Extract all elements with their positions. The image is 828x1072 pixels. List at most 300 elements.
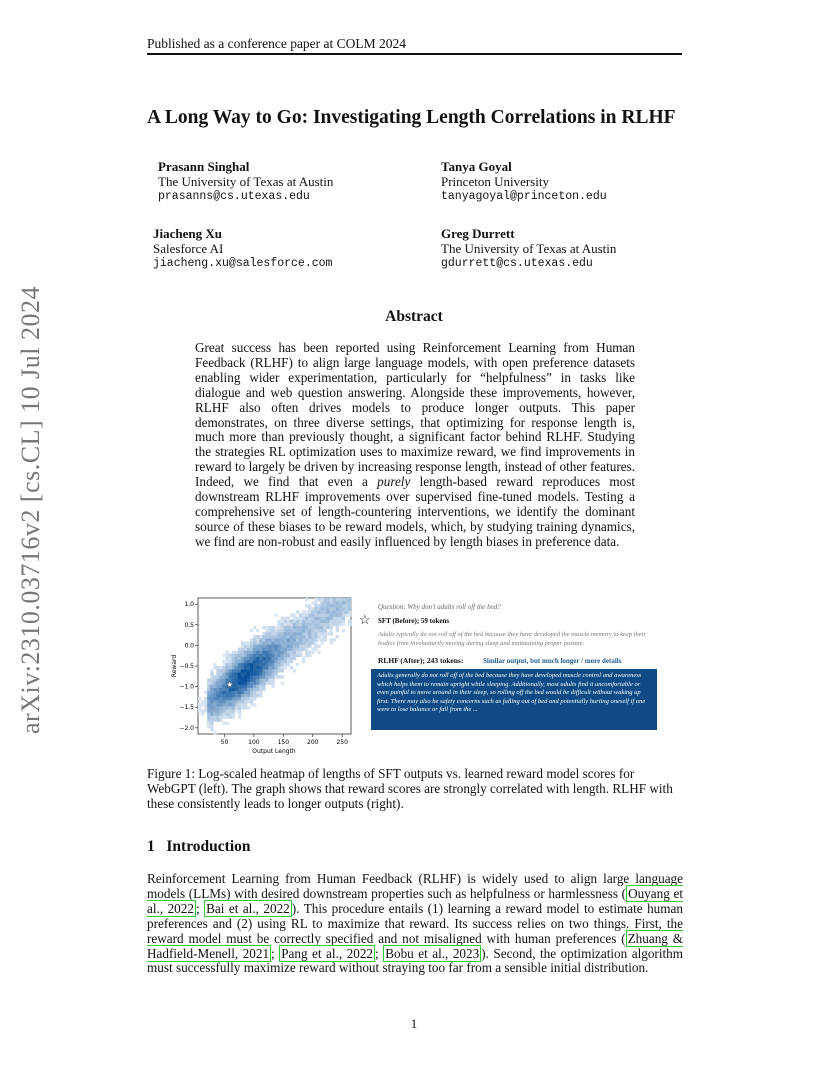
- heatmap-cell: [241, 669, 244, 672]
- heatmap-cell: [287, 638, 290, 641]
- heatmap-cell: [232, 654, 235, 657]
- heatmap-cell: [235, 694, 238, 697]
- heatmap-cell: [232, 709, 235, 712]
- heatmap-cell: [229, 669, 232, 672]
- header-rule: [147, 53, 682, 55]
- heatmap-cell: [216, 697, 219, 700]
- heatmap-cell: [232, 706, 235, 709]
- heatmap-cell: [241, 672, 244, 675]
- heatmap-cell: [250, 688, 253, 691]
- heatmap-cell: [345, 613, 348, 616]
- heatmap-cell: [241, 703, 244, 706]
- heatmap-cell: [299, 623, 302, 626]
- heatmap-cell: [287, 641, 290, 644]
- heatmap-cell: [348, 607, 351, 610]
- heatmap-cell: [284, 651, 287, 654]
- heatmap-cell: [244, 672, 247, 675]
- y-tick-label: 0.0: [184, 642, 194, 650]
- heatmap-cell: [244, 678, 247, 681]
- heatmap-cell: [268, 660, 271, 663]
- heatmap-cell: [281, 657, 284, 660]
- heatmap-cell: [253, 651, 256, 654]
- heatmap-cell: [247, 663, 250, 666]
- heatmap-cell: [216, 685, 219, 688]
- author-name: Tanya Goyal: [441, 159, 512, 174]
- heatmap-cell: [311, 601, 314, 604]
- heatmap-cell: [232, 712, 235, 715]
- similar-note: Similar output, but much longer / more details: [483, 657, 622, 665]
- heatmap-cell: [314, 638, 317, 641]
- heatmap-cell: [281, 654, 284, 657]
- heatmap-cell: [232, 697, 235, 700]
- heatmap-cell: [275, 641, 278, 644]
- heatmap-cell: [219, 669, 222, 672]
- heatmap-cell: [226, 703, 229, 706]
- heatmap-cell: [262, 663, 265, 666]
- heatmap-cell: [253, 644, 256, 647]
- heatmap-cell: [330, 632, 333, 635]
- heatmap-cell: [336, 610, 339, 613]
- heatmap-cell: [213, 694, 216, 697]
- heatmap-cell: [296, 647, 299, 650]
- heatmap-cell: [271, 651, 274, 654]
- heatmap-cell: [284, 620, 287, 623]
- heatmap-cell: [317, 632, 320, 635]
- heatmap-cell: [293, 626, 296, 629]
- heatmap-cell: [253, 657, 256, 660]
- heatmap-cell: [229, 700, 232, 703]
- heatmap-cell: [323, 613, 326, 616]
- heatmap-cell: [268, 632, 271, 635]
- heatmap-cell: [345, 607, 348, 610]
- heatmap-cell: [256, 694, 259, 697]
- heatmap-cell: [302, 617, 305, 620]
- heatmap-cell: [222, 663, 225, 666]
- heatmap-cell: [281, 675, 284, 678]
- heatmap-cell: [241, 644, 244, 647]
- heatmap-cell: [238, 706, 241, 709]
- heatmap-cell: [330, 613, 333, 616]
- heatmap-cell: [247, 660, 250, 663]
- heatmap-cell: [278, 669, 281, 672]
- heatmap-cell: [204, 709, 207, 712]
- heatmap-cell: [229, 691, 232, 694]
- heatmap-cell: [320, 623, 323, 626]
- heatmap-cell: [250, 641, 253, 644]
- author-email[interactable]: gdurrett@cs.utexas.edu: [441, 257, 593, 270]
- heatmap-cell: [213, 666, 216, 669]
- heatmap-cell: [278, 647, 281, 650]
- heatmap-cell: [327, 598, 330, 601]
- heatmap-cell: [244, 688, 247, 691]
- heatmap-cell: [241, 663, 244, 666]
- heatmap-cell: [216, 706, 219, 709]
- heatmap-cell: [213, 675, 216, 678]
- heatmap-cell: [250, 647, 253, 650]
- heatmap-cell: [342, 613, 345, 616]
- heatmap-cell: [207, 694, 210, 697]
- heatmap-cell: [275, 663, 278, 666]
- heatmap-cell: [210, 715, 213, 718]
- heatmap-cell: [284, 663, 287, 666]
- heatmap-cell: [290, 626, 293, 629]
- heatmap-cell: [314, 601, 317, 604]
- heatmap-cell: [222, 694, 225, 697]
- heatmap-cell: [241, 681, 244, 684]
- heatmap-cell: [216, 709, 219, 712]
- heatmap-cell: [271, 657, 274, 660]
- heatmap-cell: [232, 660, 235, 663]
- heatmap-cell: [268, 657, 271, 660]
- heatmap-cell: [284, 657, 287, 660]
- heatmap-cell: [336, 620, 339, 623]
- heatmap-cell: [204, 691, 207, 694]
- heatmap-cell: [308, 604, 311, 607]
- citation-link[interactable]: Ouyang et al., 2022: [147, 885, 683, 916]
- heatmap-cell: [336, 598, 339, 601]
- heatmap-cell: [278, 623, 281, 626]
- heatmap-cell: [238, 691, 241, 694]
- heatmap-cell: [293, 657, 296, 660]
- heatmap-cell: [333, 604, 336, 607]
- heatmap-cell: [311, 632, 314, 635]
- heatmap-cell: [345, 604, 348, 607]
- heatmap-cell: [268, 654, 271, 657]
- heatmap-cell: [235, 700, 238, 703]
- heatmap-cell: [235, 691, 238, 694]
- heatmap-cell: [265, 666, 268, 669]
- heatmap-cell: [278, 626, 281, 629]
- heatmap-cell: [311, 620, 314, 623]
- heatmap-cell: [271, 669, 274, 672]
- heatmap-cell: [226, 706, 229, 709]
- x-tick-label: 200: [307, 739, 319, 746]
- heatmap-cell: [271, 632, 274, 635]
- heatmap-cell: [323, 601, 326, 604]
- heatmap-cell: [250, 697, 253, 700]
- author-email[interactable]: tanyagoyal@princeton.edu: [441, 190, 607, 203]
- heatmap-cell: [235, 654, 238, 657]
- heatmap-cell: [281, 620, 284, 623]
- heatmap-cell: [287, 654, 290, 657]
- heatmap-cell: [336, 607, 339, 610]
- heatmap-cell: [275, 657, 278, 660]
- heatmap-cell: [330, 626, 333, 629]
- heatmap-cell: [265, 647, 268, 650]
- intro-text: ). Second, the optimization algorithm must successfully maximize reward without straying too far from a sensible initial distribution.: [147, 945, 683, 976]
- heatmap-cell: [296, 610, 299, 613]
- heatmap-cell: [238, 688, 241, 691]
- heatmap-cell: [275, 629, 278, 632]
- heatmap-cell: [256, 629, 259, 632]
- citation-link[interactable]: Pang et al., 2022: [281, 945, 374, 961]
- heatmap-cell: [265, 663, 268, 666]
- heatmap-cell: [198, 697, 201, 700]
- heatmap-cell: [284, 638, 287, 641]
- citation-link[interactable]: Bobu et al., 2023: [385, 945, 480, 961]
- heatmap-cell: [244, 647, 247, 650]
- heatmap-cell: [265, 641, 268, 644]
- intro-text: Reinforcement Learning from Human Feedback (RLHF) is widely used to align large language models (LLMs) with desired downstream properties such as helpfulness or harmlessness (: [147, 871, 683, 901]
- heatmap-cell: [247, 681, 250, 684]
- heatmap-cell: [278, 663, 281, 666]
- heatmap-cell: [278, 660, 281, 663]
- heatmap-cell: [241, 691, 244, 694]
- heatmap-cell: [222, 654, 225, 657]
- heatmap-cell: [305, 629, 308, 632]
- heatmap-cell: [226, 660, 229, 663]
- heatmap-cell: [333, 607, 336, 610]
- heatmap-cell: [342, 607, 345, 610]
- heatmap-cell: [235, 672, 238, 675]
- heatmap-cell: [253, 685, 256, 688]
- heatmap-cell: [320, 641, 323, 644]
- heatmap-cell: [247, 700, 250, 703]
- heatmap-cell: [222, 660, 225, 663]
- heatmap-cell: [247, 694, 250, 697]
- heatmap-cell: [262, 654, 265, 657]
- heatmap-cell: [247, 675, 250, 678]
- heatmap-cell: [339, 601, 342, 604]
- heatmap-cell: [201, 703, 204, 706]
- heatmap-cell: [330, 638, 333, 641]
- heatmap-cell: [268, 626, 271, 629]
- heatmap-cell: [287, 647, 290, 650]
- heatmap-cell: [238, 654, 241, 657]
- heatmap-cell: [293, 651, 296, 654]
- heatmap-cell: [314, 647, 317, 650]
- citation-link[interactable]: Zhuang & Hadfield-Menell, 2021: [147, 930, 684, 961]
- heatmap-cell: [290, 654, 293, 657]
- heatmap-cell: [244, 641, 247, 644]
- heatmap-cell: [241, 641, 244, 644]
- heatmap-cell: [284, 632, 287, 635]
- heatmap-cell: [219, 697, 222, 700]
- heatmap-cell: [293, 620, 296, 623]
- heatmap-cell: [275, 626, 278, 629]
- heatmap-cell: [235, 697, 238, 700]
- heatmap-cell: [339, 598, 342, 601]
- heatmap-cell: [226, 709, 229, 712]
- heatmap-cell: [275, 647, 278, 650]
- heatmap-cell: [302, 626, 305, 629]
- page-number: 1: [410, 1016, 418, 1031]
- heatmap-cell: [336, 623, 339, 626]
- heatmap-cell: [210, 700, 213, 703]
- running-header: Published as a conference paper at COLM 2024: [147, 36, 407, 51]
- heatmap-cell: [339, 610, 342, 613]
- author-name: Greg Durrett: [441, 226, 515, 241]
- heatmap-cell: [207, 706, 210, 709]
- heatmap-cell: [265, 675, 268, 678]
- heatmap-cell: [238, 647, 241, 650]
- heatmap-cell: [250, 694, 253, 697]
- heatmap-cell: [241, 660, 244, 663]
- heatmap-cell: [262, 672, 265, 675]
- heatmap-cell: [250, 703, 253, 706]
- heatmap-cell: [348, 620, 351, 623]
- heatmap-cell: [210, 678, 213, 681]
- heatmap-cell: [262, 666, 265, 669]
- heatmap-cell: [278, 654, 281, 657]
- heatmap-cell: [320, 638, 323, 641]
- heatmap-cell: [219, 719, 222, 722]
- heatmap-cell: [327, 632, 330, 635]
- heatmap-cell: [305, 613, 308, 616]
- heatmap-cell: [268, 651, 271, 654]
- heatmap-cell: [229, 709, 232, 712]
- heatmap-cell: [250, 654, 253, 657]
- author-affiliation: The University of Texas at Austin: [158, 174, 334, 189]
- heatmap-cell: [262, 632, 265, 635]
- heatmap-cell: [256, 641, 259, 644]
- x-tick-label: 250: [336, 739, 348, 746]
- heatmap-cell: [290, 647, 293, 650]
- author-email[interactable]: prasanns@cs.utexas.edu: [158, 190, 310, 203]
- heatmap-cell: [238, 678, 241, 681]
- heatmap-cell: [210, 694, 213, 697]
- heatmap-cell: [348, 613, 351, 616]
- heatmap-cell: [219, 691, 222, 694]
- heatmap-cell: [207, 719, 210, 722]
- heatmap-cell: [290, 629, 293, 632]
- heatmap-cell: [290, 632, 293, 635]
- heatmap-cell: [299, 654, 302, 657]
- heatmap-cell: [241, 678, 244, 681]
- heatmap-cell: [265, 632, 268, 635]
- heatmap-cell: [293, 632, 296, 635]
- heatmap-cell: [278, 675, 281, 678]
- heatmap-cell: [256, 681, 259, 684]
- heatmap-cell: [320, 607, 323, 610]
- heatmap-cell: [241, 694, 244, 697]
- heatmap-cell: [275, 613, 278, 616]
- heatmap-cell: [284, 617, 287, 620]
- heatmap-cell: [241, 654, 244, 657]
- heatmap-cell: [235, 666, 238, 669]
- heatmap-cell: [342, 629, 345, 632]
- heatmap-cell: [262, 657, 265, 660]
- heatmap-cell: [299, 641, 302, 644]
- heatmap-cell: [327, 617, 330, 620]
- heatmap-cell: [216, 691, 219, 694]
- heatmap-cell: [256, 675, 259, 678]
- heatmap-cell: [293, 647, 296, 650]
- heatmap-cell: [213, 688, 216, 691]
- heatmap-cell: [210, 725, 213, 728]
- heatmap-cell: [198, 709, 201, 712]
- heatmap-cell: [213, 700, 216, 703]
- intro-text: ;: [195, 900, 205, 916]
- heatmap-cell: [305, 632, 308, 635]
- heatmap-cell: [250, 685, 253, 688]
- heatmap-cell: [238, 663, 241, 666]
- heatmap-cell: [308, 632, 311, 635]
- heatmap-cell: [265, 654, 268, 657]
- heatmap-cell: [259, 691, 262, 694]
- heatmap-cell: [250, 660, 253, 663]
- heatmap-cell: [253, 697, 256, 700]
- heatmap-cell: [222, 672, 225, 675]
- heatmap-cell: [278, 651, 281, 654]
- heatmap-cell: [278, 657, 281, 660]
- heatmap-cell: [333, 613, 336, 616]
- sft-label: SFT (Before); 59 tokens: [378, 617, 450, 625]
- heatmap-cell: [207, 691, 210, 694]
- heatmap-cell: [238, 657, 241, 660]
- heatmap-cell: [299, 632, 302, 635]
- heatmap-cell: [348, 623, 351, 626]
- heatmap-cell: [299, 647, 302, 650]
- heatmap-cell: [219, 666, 222, 669]
- heatmap-cell: [207, 709, 210, 712]
- heatmap-cell: [281, 635, 284, 638]
- heatmap-cell: [259, 672, 262, 675]
- heatmap-cell: [259, 635, 262, 638]
- heatmap-cell: [229, 712, 232, 715]
- heatmap-cell: [317, 610, 320, 613]
- heatmap-cell: [290, 641, 293, 644]
- heatmap-cell: [345, 610, 348, 613]
- heatmap-cell: [296, 635, 299, 638]
- heatmap-cell: [229, 697, 232, 700]
- heatmap-cell: [244, 700, 247, 703]
- heatmap-cell: [284, 635, 287, 638]
- heatmap-cell: [314, 641, 317, 644]
- author-block: [441, 159, 607, 204]
- heatmap-cell: [268, 663, 271, 666]
- heatmap-cell: [317, 638, 320, 641]
- heatmap-cell: [299, 626, 302, 629]
- heatmap-cell: [265, 681, 268, 684]
- heatmap-cell: [244, 666, 247, 669]
- heatmap-cell: [226, 715, 229, 718]
- heatmap-cell: [232, 666, 235, 669]
- heatmap-cell: [226, 657, 229, 660]
- heatmap-cell: [308, 629, 311, 632]
- heatmap-cell: [336, 635, 339, 638]
- heatmap-cell: [281, 651, 284, 654]
- citation-link[interactable]: Bai et al., 2022: [206, 900, 290, 916]
- sft-output: Adults typically do not roll off of the bed because they have developed the muscle memory to keep their bodies from involuntarily moving during sleep and maintaining proper posture.: [378, 631, 646, 647]
- heatmap-cell: [302, 610, 305, 613]
- heatmap-cell: [238, 672, 241, 675]
- heatmap-cell: [327, 613, 330, 616]
- heatmap-cell: [275, 669, 278, 672]
- heatmap-cell: [262, 644, 265, 647]
- heatmap-cell: [213, 663, 216, 666]
- heatmap-cell: [305, 626, 308, 629]
- heatmap-cell: [247, 666, 250, 669]
- heatmap-cell: [320, 604, 323, 607]
- heatmap-cell: [253, 672, 256, 675]
- heatmap-cell: [281, 638, 284, 641]
- heatmap-cell: [278, 638, 281, 641]
- heatmap-cell: [229, 694, 232, 697]
- heatmap-cell: [222, 666, 225, 669]
- author-email[interactable]: jiacheng.xu@salesforce.com: [153, 257, 333, 270]
- heatmap-cell: [250, 657, 253, 660]
- sft-marker-star: ★: [225, 679, 234, 690]
- heatmap-cell: [308, 617, 311, 620]
- heatmap-cell: [281, 617, 284, 620]
- heatmap-cell: [247, 641, 250, 644]
- heatmap-cell: [305, 598, 308, 601]
- section-number: 1: [147, 838, 155, 855]
- heatmap-cell: [207, 700, 210, 703]
- heatmap-cell: [253, 660, 256, 663]
- heatmap-cell: [327, 626, 330, 629]
